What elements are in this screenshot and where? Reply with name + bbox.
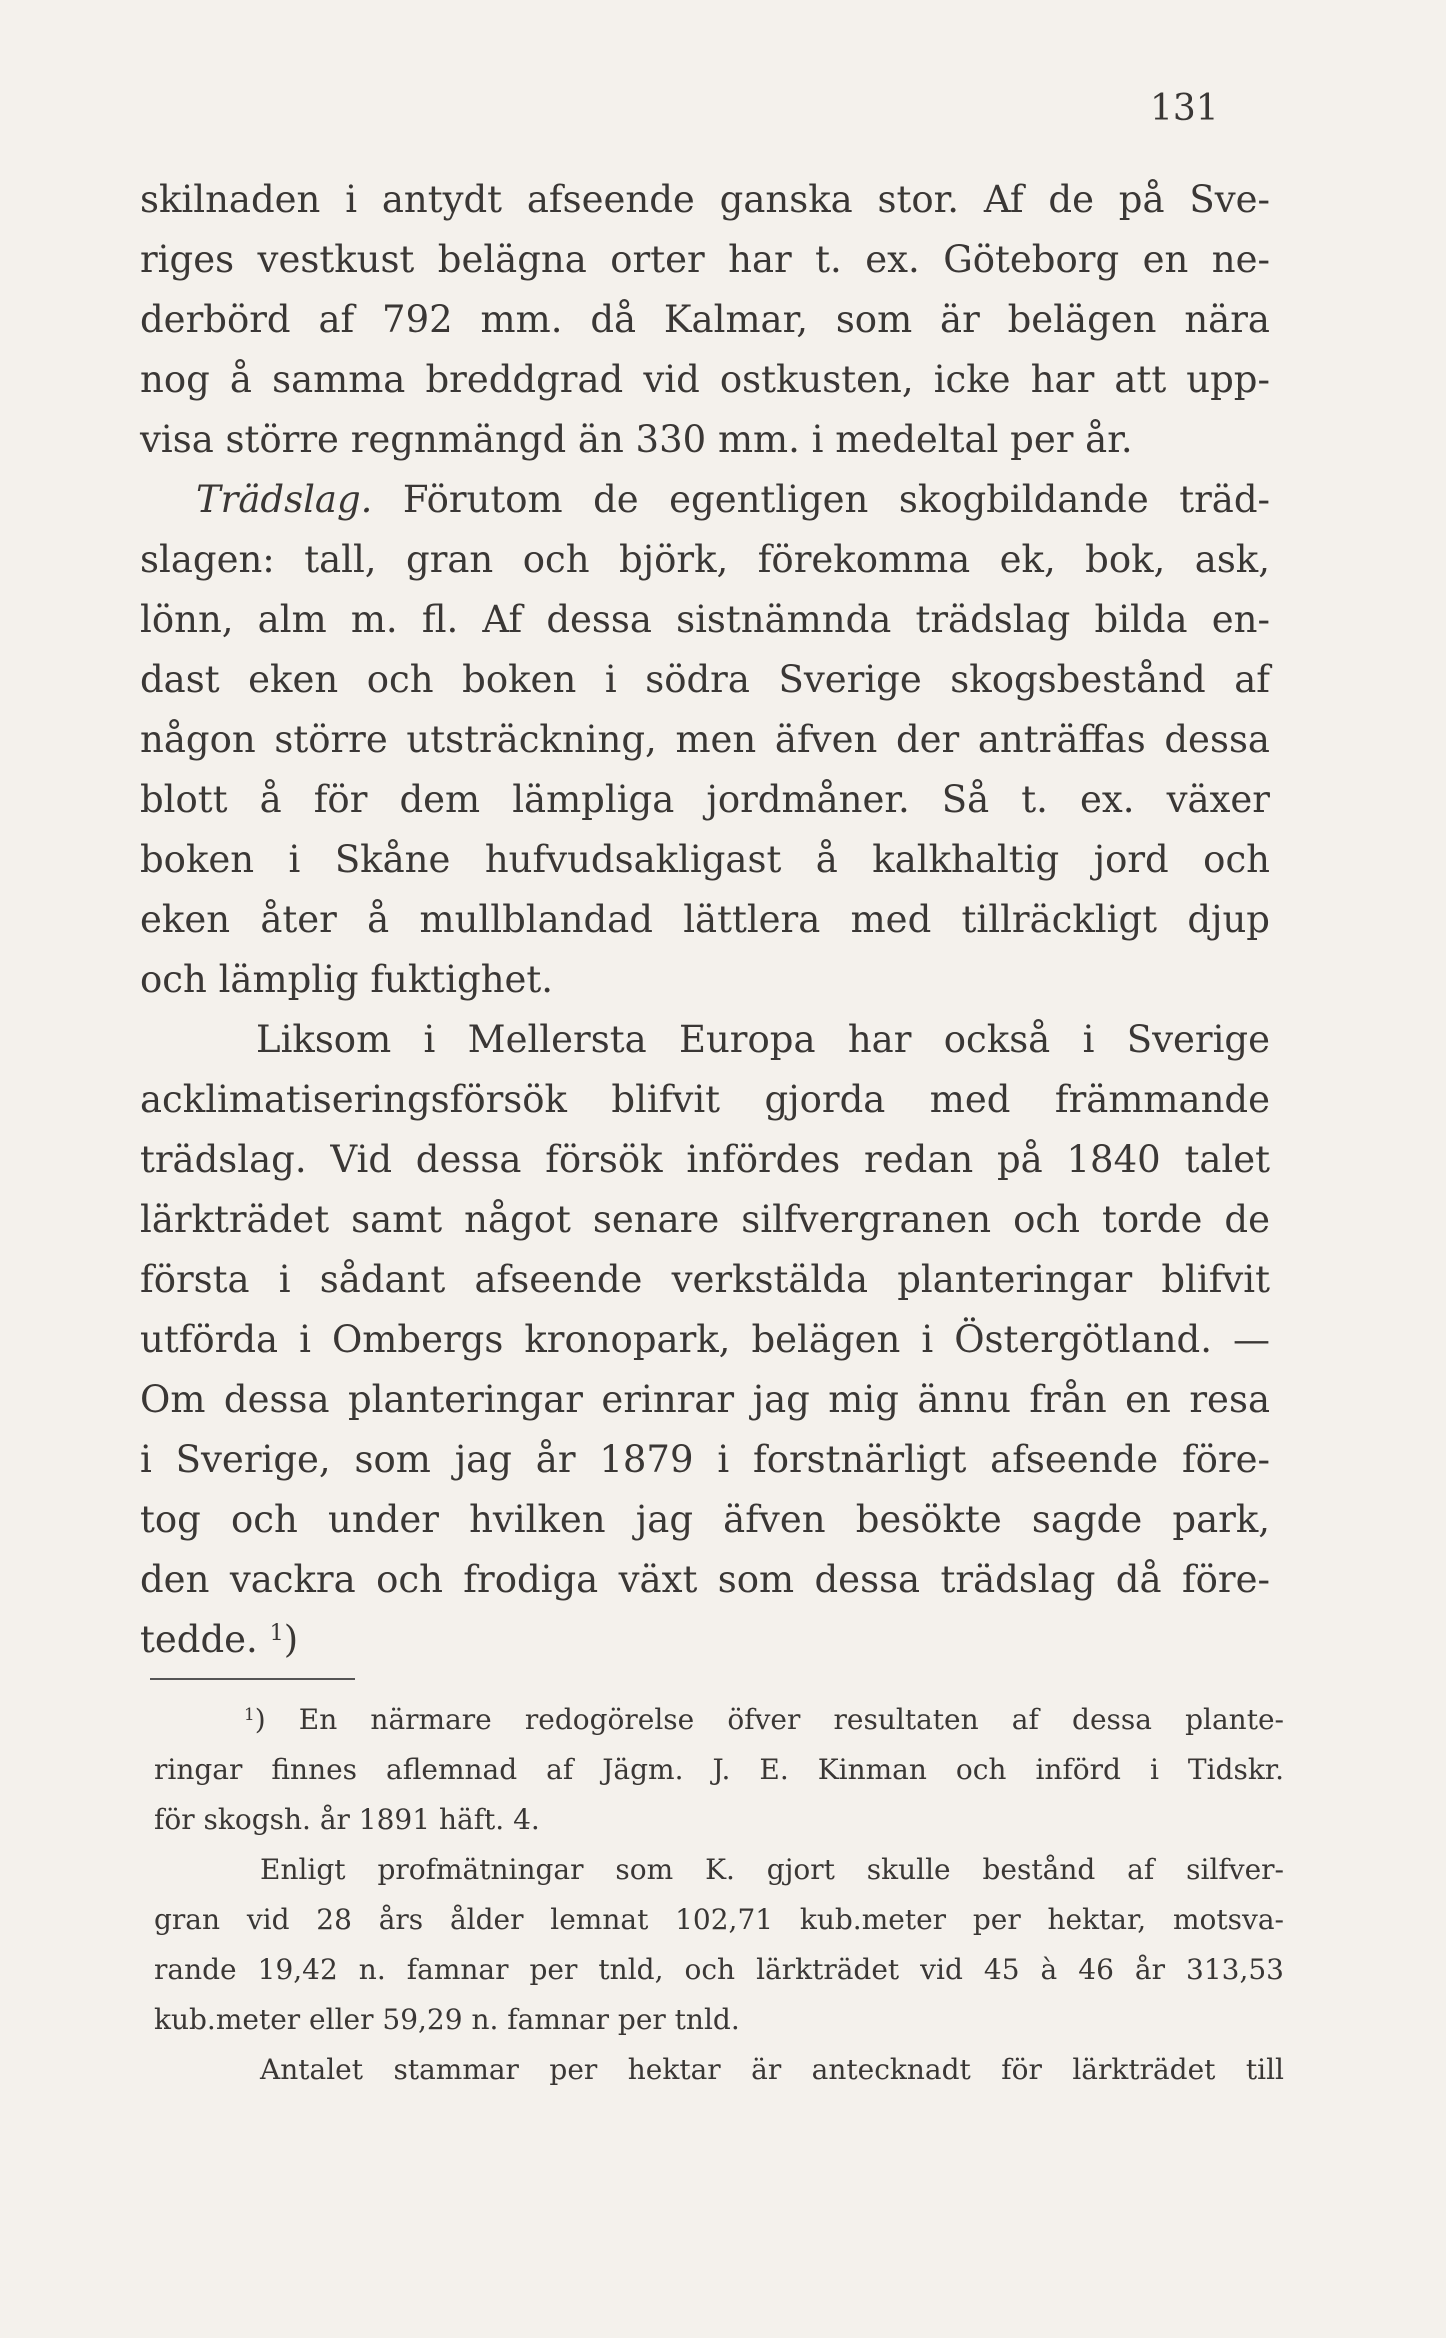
page-number: 131 [1150, 88, 1219, 129]
footnote-reference-paren: ) [283, 1618, 299, 1661]
text-line: Förutom de egentligen skogbildande träd- [402, 478, 1271, 521]
text-line: lönn, alm m. fl. Af dessa sistnämnda trädslag bilda en- [140, 598, 1270, 641]
footnote-divider [150, 1678, 355, 1680]
section-heading: Trädslag. [196, 478, 373, 521]
text-line: Liksom i Mellersta Europa har också i Sverige [256, 1018, 1270, 1061]
section-heading-line [140, 470, 1270, 530]
footnote-line: ringar finnes aflemnad af Jägm. J. E. Kinman och införd i Tidskr. [154, 1753, 1284, 1786]
text-line: tedde. [140, 1618, 258, 1661]
text-line: slagen: tall, gran och björk, förekomma ek, bok, ask, [140, 538, 1270, 581]
text-line: nog å samma breddgrad vid ostkusten, icke har att upp- [140, 358, 1270, 401]
footnote-marker: 1 [244, 1703, 255, 1724]
text-line-with-note-ref [140, 1610, 1270, 1670]
text-line: riges vestkust belägna orter har t. ex. Göteborg en ne- [140, 238, 1270, 281]
body-text [140, 170, 1270, 1670]
text-line: Om dessa planteringar erinrar jag mig ännu från en resa [140, 1378, 1270, 1421]
text-line: den vackra och frodiga växt som dessa trädslag då före- [140, 1558, 1270, 1601]
footnote-line: gran vid 28 års ålder lemnat 102,71 kub.meter per hektar, motsva- [154, 1903, 1284, 1936]
text-line: lärkträdet samt något senare silfvergranen och torde de [140, 1198, 1270, 1241]
text-line: acklimatiseringsförsök blifvit gjorda med främmande [140, 1078, 1270, 1121]
text-line: utförda i Ombergs kronopark, belägen i Östergötland. — [140, 1318, 1270, 1361]
footnote-line: Antalet stammar per hektar är antecknadt för lärkträdet till [260, 2053, 1284, 2086]
text-line: boken i Skåne hufvudsakligast å kalkhaltig jord och [140, 838, 1270, 881]
text-line: eken åter å mullblandad lättlera med tillräckligt djup [140, 898, 1270, 941]
footnote-line: En närmare redogörelse öfver resultaten af dessa plante- [298, 1703, 1284, 1736]
text-line: visa större regnmängd än 330 mm. i medeltal per år. [140, 418, 1133, 461]
footnote-marker-paren: ) [254, 1703, 266, 1736]
text-line: blott å för dem lämpliga jordmåner. Så t. ex. växer [140, 778, 1270, 821]
footnote-reference: 1 [269, 1619, 284, 1646]
footnote-line: rande 19,42 n. famnar per tnld, och lärkträdet vid 45 à 46 år 313,53 [154, 1953, 1284, 1986]
footnote-line: kub.meter eller 59,29 n. famnar per tnld. [154, 2003, 740, 2036]
footnote-line: Enligt profmätningar som K. gjort skulle bestånd af silfver- [260, 1853, 1284, 1886]
text-line: någon större utsträckning, men äfven der anträffas dessa [140, 718, 1270, 761]
text-line: trädslag. Vid dessa försök infördes redan på 1840 talet [140, 1138, 1270, 1181]
footnote-first-line [154, 1695, 1284, 1745]
footnote-line: för skogsh. år 1891 häft. 4. [154, 1803, 540, 1836]
text-line: i Sverige, som jag år 1879 i forstnärligt afseende före- [140, 1438, 1270, 1481]
text-line: första i sådant afseende verkstälda planteringar blifvit [140, 1258, 1270, 1301]
footnotes [154, 1695, 1284, 2095]
text-line: dast eken och boken i södra Sverige skogsbestånd af [140, 658, 1270, 701]
text-line: tog och under hvilken jag äfven besökte sagde park, [140, 1498, 1270, 1541]
text-line: derbörd af 792 mm. då Kalmar, som är belägen nära [140, 298, 1270, 341]
text-line: och lämplig fuktighet. [140, 958, 554, 1001]
text-line: skilnaden i antydt afseende ganska stor. Af de på Sve- [140, 178, 1270, 221]
